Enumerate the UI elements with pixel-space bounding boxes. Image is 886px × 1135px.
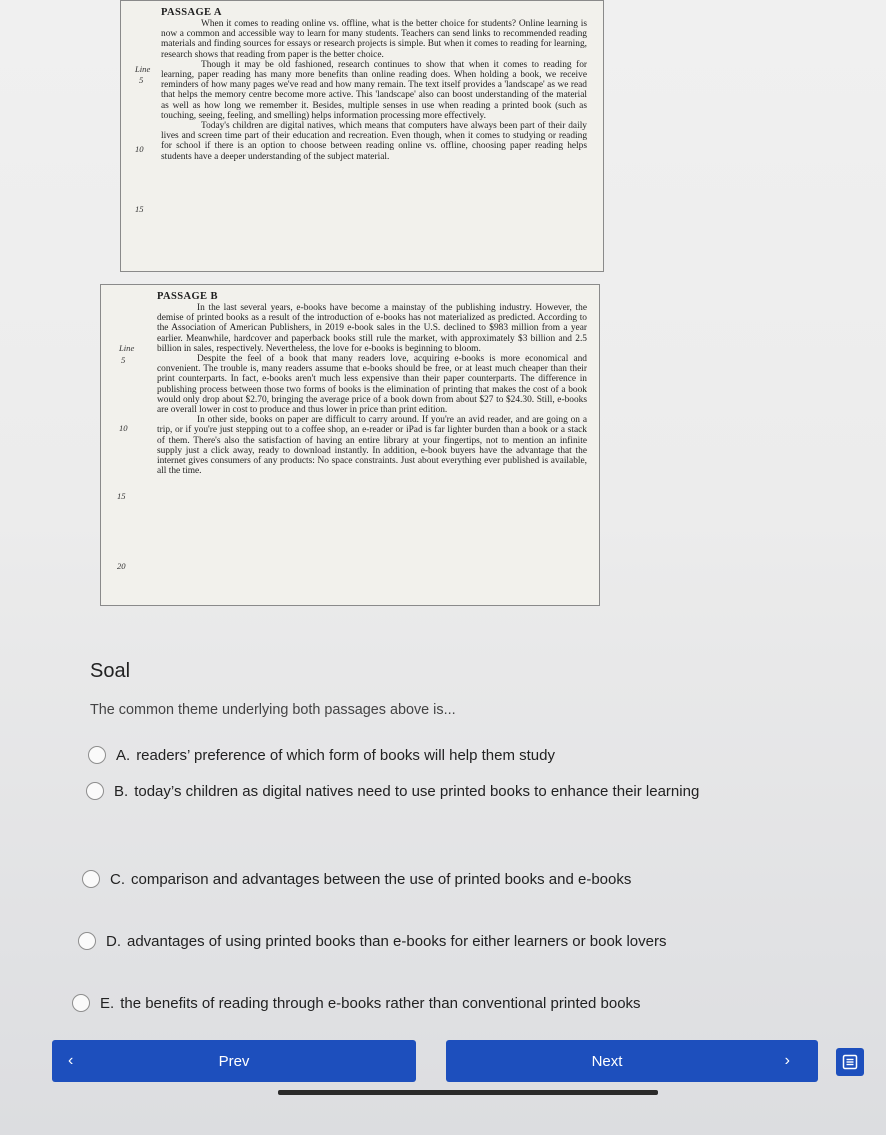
passage-b-line-10: 10: [119, 423, 128, 433]
option-b[interactable]: [86, 782, 699, 800]
option-a-text: readers’ preference of which form of books will help them study: [136, 746, 555, 764]
passage-a-line-5: 5: [139, 75, 144, 85]
option-c-letter: C.: [110, 870, 125, 888]
passage-a-line-label: Line: [135, 64, 151, 74]
option-c-text: comparison and advantages between the use of printed books and e-books: [131, 870, 632, 888]
passage-b-line-label: Line: [119, 343, 135, 353]
prev-label: Prev: [218, 1052, 250, 1070]
option-d-text: advantages of using printed books than e-books for either learners or book lovers: [127, 932, 667, 950]
next-button[interactable]: [446, 1040, 818, 1082]
chevron-right-icon: ›: [784, 1052, 790, 1069]
passage-b-paragraph-1: In the last several years, e-books have become a mainstay of the publishing industry. However, the demise of printed books as a result of the introduction of e-books has not materialized as predicted. According to the Association of American Publishers, in 2019 e-book sales in the U.S. declined to $983 million from a year earlier. Meanwhile, hardcover and paperback books still rule the market, with approximately $3 billion and 2.5 billion in sales, respectively. Nevertheless, the love for e-books is beginning to bloom.: [157, 303, 587, 354]
passage-b-paragraph-2: Despite the feel of a book that many readers love, acquiring e-books is more economical and convenient. The trouble is, many readers assume that e-books should be free, or at least much cheaper than their print counterparts. In fact, e-books aren't much less expensive than their paper counterparts. The difference in publishing process between those two forms of books is the elimination of printing that makes the cost of a book would only drop about $2.70, bringing the average price of a book down from about $27 to $24.30. Still, e-books are overall lower in cost to produce and thus lower in price than print edition.: [157, 354, 587, 416]
option-c[interactable]: [82, 870, 631, 888]
passage-a-paragraph-3: Today's children are digital natives, which means that computers have always been part of their daily lives and screen time part of their education and recreation. Even though, when it comes to studying or reading for school if there is an option to choose between reading online vs. offline, choosing paper reading helps students have a deeper understanding of the subject material.: [161, 121, 587, 162]
question-list-button[interactable]: [836, 1048, 864, 1076]
radio-option-c[interactable]: [82, 870, 100, 888]
passage-b-paragraph-3: In other side, books on paper are difficult to carry around. If you're an avid reader, and are going on a trip, or if you're just stepping out to a coffee shop, an e-reader or iPad is far lighter burden than a book or a stack of them. There's also the satisfaction of having an entire library at your fingertips, not to mention an infinite supply just a click away, ready to download instantly. In addition, e-book buyers have the advantage that the internet gives consumers of any products: No space constraints. Just about everything ever published is available, all the time.: [157, 415, 587, 477]
option-d[interactable]: [78, 932, 667, 950]
passage-a-line-15: 15: [135, 204, 144, 214]
passage-a: [120, 0, 604, 272]
radio-option-e[interactable]: [72, 994, 90, 1012]
passage-a-paragraph-1: When it comes to reading online vs. offline, what is the better choice for students? Online learning is now a common and accessible way to learn for many students. Teachers can send links to recommended reading materials and finding sources for essays or research projects is simple. But when it comes to reading for learning, research shows that reading from paper is the better choice.: [161, 19, 587, 60]
passage-b: [100, 284, 600, 606]
passage-b-line-20: 20: [117, 561, 126, 571]
passage-a-line-10: 10: [135, 144, 144, 154]
option-e-letter: E.: [100, 994, 115, 1012]
radio-option-b[interactable]: [86, 782, 104, 800]
option-a[interactable]: [88, 746, 555, 764]
prev-button[interactable]: [52, 1040, 416, 1082]
option-b-letter: B.: [114, 782, 129, 800]
question-text: The common theme underlying both passages above is...: [90, 702, 456, 718]
passage-b-heading: PASSAGE B: [157, 291, 218, 302]
option-e-text: the benefits of reading through e-books rather than conventional printed books: [120, 994, 641, 1012]
radio-option-a[interactable]: [88, 746, 106, 764]
soal-title: Soal: [90, 660, 131, 682]
home-indicator-bar[interactable]: [278, 1090, 658, 1095]
option-b-text: today’s children as digital natives need to use printed books to enhance their learning: [134, 782, 700, 800]
radio-option-d[interactable]: [78, 932, 96, 950]
option-a-letter: A.: [116, 746, 131, 764]
chevron-left-icon: ‹: [68, 1052, 74, 1069]
next-label: Next: [591, 1052, 623, 1070]
list-icon: [842, 1054, 858, 1070]
passage-b-line-15: 15: [117, 491, 126, 501]
passage-a-heading: PASSAGE A: [161, 7, 222, 18]
option-d-letter: D.: [106, 932, 121, 950]
option-e[interactable]: [72, 994, 641, 1012]
passage-a-paragraph-2: Though it may be old fashioned, research continues to show that when it comes to reading for learning, paper reading has many more benefits than online reading does. When holding a book, we receive reminders of how many pages we've read and how many remain. The text itself provides a 'landscape' as we read that helps the memory centre become more active. This 'landscape' also can boost understanding of the material as well as how long we remember it. Besides, multiple senses in use when reading a printed book (such as touching, seeing, feeling, and smelling) helps information processing more effectively.: [161, 59, 587, 121]
passage-b-line-5: 5: [121, 355, 126, 365]
